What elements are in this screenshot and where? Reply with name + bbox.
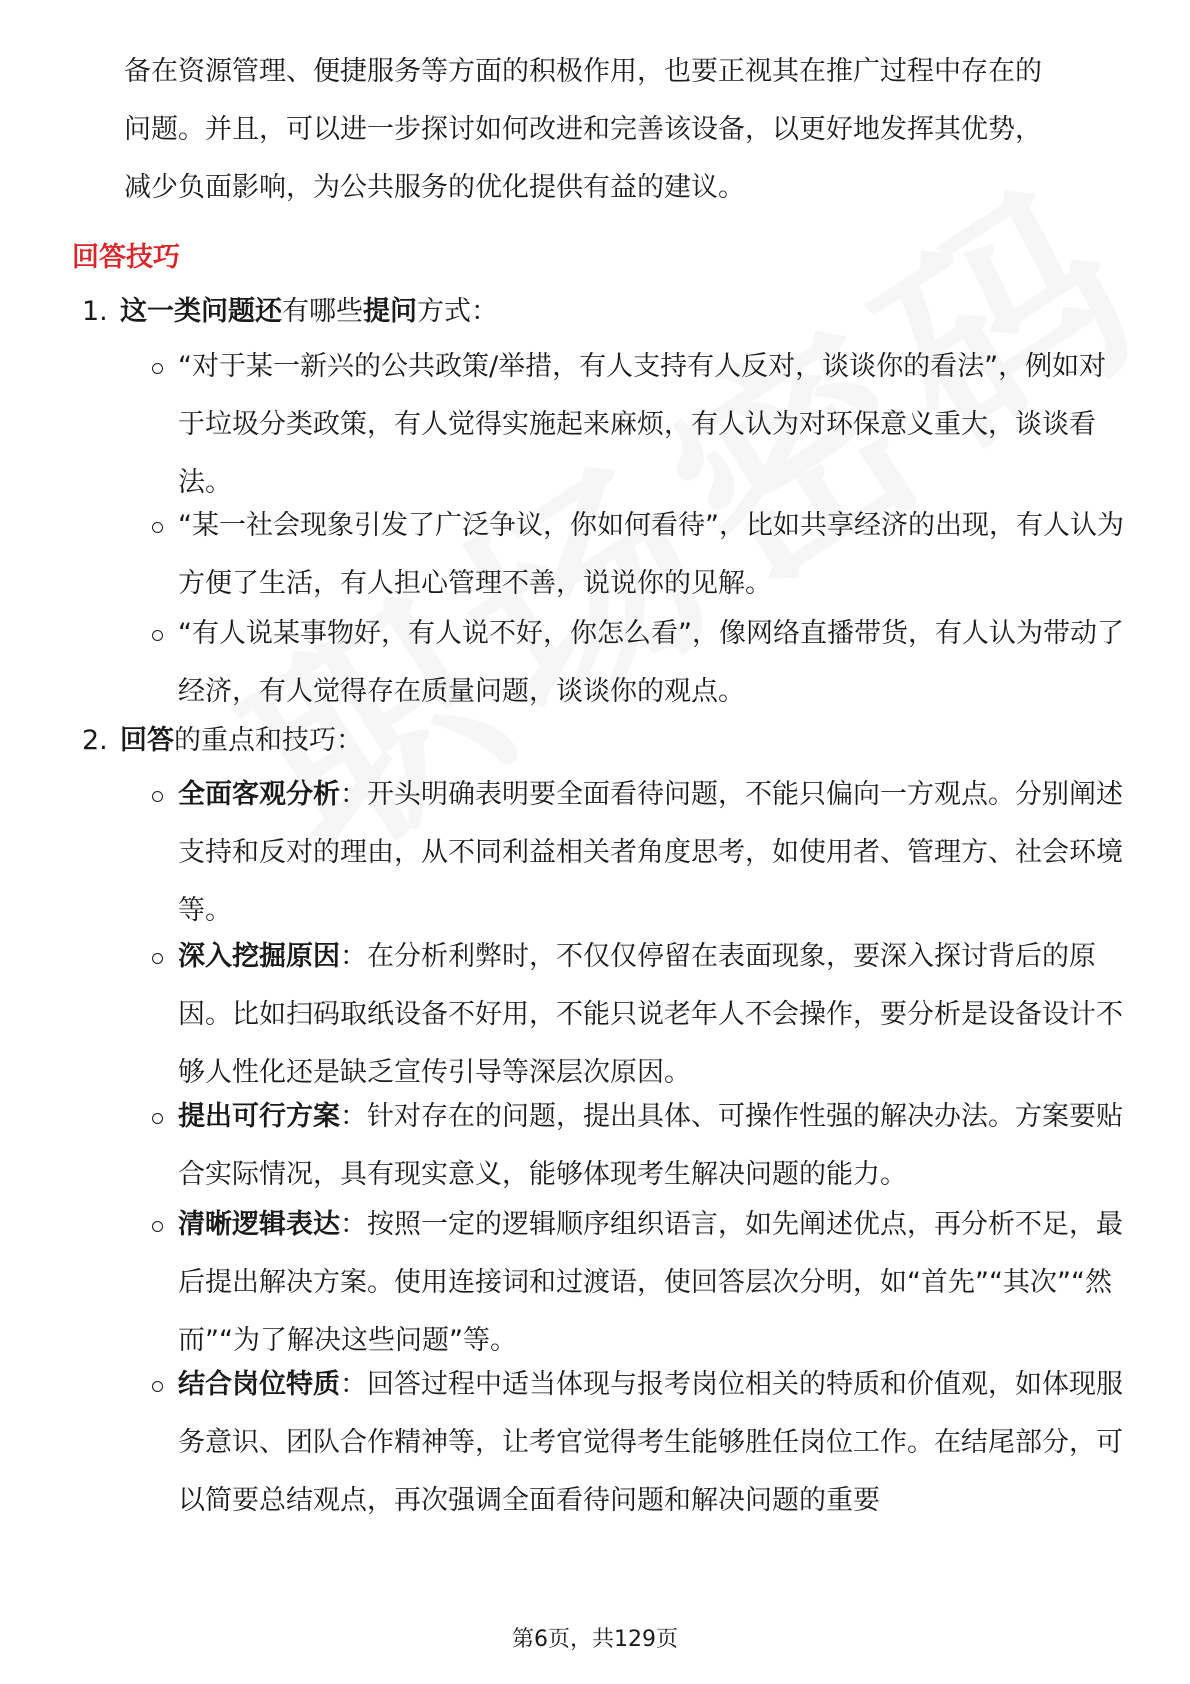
bullet-separator: ：: [340, 1369, 367, 1400]
bullet-keyword: 全面客观分析: [178, 779, 340, 810]
item-title-normal: 有哪些: [282, 296, 363, 327]
bullet-text: [178, 928, 1132, 1102]
item-title-bold: 回答: [120, 725, 174, 756]
hollow-bullet-icon: [152, 953, 163, 964]
intro-line: 问题。并且，可以进一步探讨如何改进和完善该设备，以更好地发挥其优势，: [124, 114, 1042, 145]
bullet-item: [152, 338, 1132, 512]
bullet-text: [178, 1196, 1132, 1370]
bullet-separator: ：: [340, 941, 367, 972]
item-title-bold: 提问: [363, 296, 417, 327]
bullet-item: [152, 1196, 1132, 1370]
bullet-body: 开头明确表明要全面看待问题，不能只偏向一方观点。分别阐述支持和反对的理由，从不同利益相关者角度思考，如使用者、管理方、社会环境等。: [178, 779, 1123, 926]
item-title: [120, 721, 363, 761]
bullet-text: [178, 1356, 1132, 1530]
bullet-keyword: 提出可行方案: [178, 1101, 340, 1132]
bullet-item: [152, 1088, 1132, 1204]
bullet-keyword: 结合岗位特质: [178, 1369, 340, 1400]
bullet-text: “某一社会现象引发了广泛争议，你如何看待”，比如共享经济的出现，有人认为方便了生活，有人担心管理不善，说说你的见解。: [178, 510, 1124, 599]
item-title-normal: 方式：: [417, 296, 498, 327]
hollow-bullet-icon: [152, 522, 163, 533]
bullet-text: [178, 1088, 1132, 1204]
bullet-text: “对于某一新兴的公共政策/举措，有人支持有人反对，谈谈你的看法”，例如对于垃圾分类政策，有人觉得实施起来麻烦，有人认为对环保意义重大，谈谈看法。: [178, 351, 1107, 498]
item-title-normal: 的重点和技巧：: [174, 725, 363, 756]
intro-paragraph: [124, 43, 1124, 217]
bullet-separator: ：: [340, 1209, 367, 1240]
page-number-footer: 第6页，共129页: [512, 1627, 678, 1652]
intro-line: 减少负面影响，为公共服务的优化提供有益的建议。: [124, 172, 745, 203]
hollow-bullet-icon: [152, 363, 163, 374]
bullet-item: [152, 1356, 1132, 1530]
bullet-item: [152, 497, 1132, 613]
item-title: [120, 292, 498, 332]
bullet-body: 针对存在的问题，提出具体、可操作性强的解决办法。方案要贴合实际情况，具有现实意义，能够体现考生解决问题的能力。: [178, 1101, 1123, 1190]
item-title-bold: 这一类问题还: [120, 296, 282, 327]
bullet-item: [152, 766, 1132, 940]
section-heading: 回答技巧: [72, 242, 180, 273]
bullet-body: 回答过程中适当体现与报考岗位相关的特质和价值观，如体现服务意识、团队合作精神等，让考官觉得考生能够胜任岗位工作。在结尾部分，可以简要总结观点，再次强调全面看待问题和解决问题的重要: [178, 1369, 1123, 1516]
bullet-body: 按照一定的逻辑顺序组织语言，如先阐述优点，再分析不足，最后提出解决方案。使用连接词和过渡语，使回答层次分明，如“首先”“其次”“然而”“为了解决这些问题”等。: [178, 1209, 1123, 1356]
bullet-separator: ：: [340, 1101, 367, 1132]
item-number: 1.: [82, 296, 108, 327]
bullet-text: “有人说某事物好，有人说不好，你怎么看”，像网络直播带货，有人认为带动了经济，有人觉得存在质量问题，谈谈你的观点。: [178, 618, 1124, 707]
hollow-bullet-icon: [152, 791, 163, 802]
bullet-item: [152, 605, 1132, 721]
hollow-bullet-icon: [152, 1381, 163, 1392]
hollow-bullet-icon: [152, 1221, 163, 1232]
hollow-bullet-icon: [152, 1113, 163, 1124]
bullet-keyword: 深入挖掘原因: [178, 941, 340, 972]
bullet-item: [152, 928, 1132, 1102]
bullet-body: 在分析利弊时，不仅仅停留在表面现象，要深入探讨背后的原因。比如扫码取纸设备不好用，不能只说老年人不会操作，要分析是设备设计不够人性化还是缺乏宣传引导等深层次原因。: [178, 941, 1123, 1088]
bullet-separator: ：: [340, 779, 367, 810]
bullet-keyword: 清晰逻辑表达: [178, 1209, 340, 1240]
intro-line: 备在资源管理、便捷服务等方面的积极作用，也要正视其在推广过程中存在的: [124, 56, 1042, 87]
item-number: 2.: [82, 725, 108, 756]
bullet-text: [178, 766, 1132, 940]
hollow-bullet-icon: [152, 630, 163, 641]
